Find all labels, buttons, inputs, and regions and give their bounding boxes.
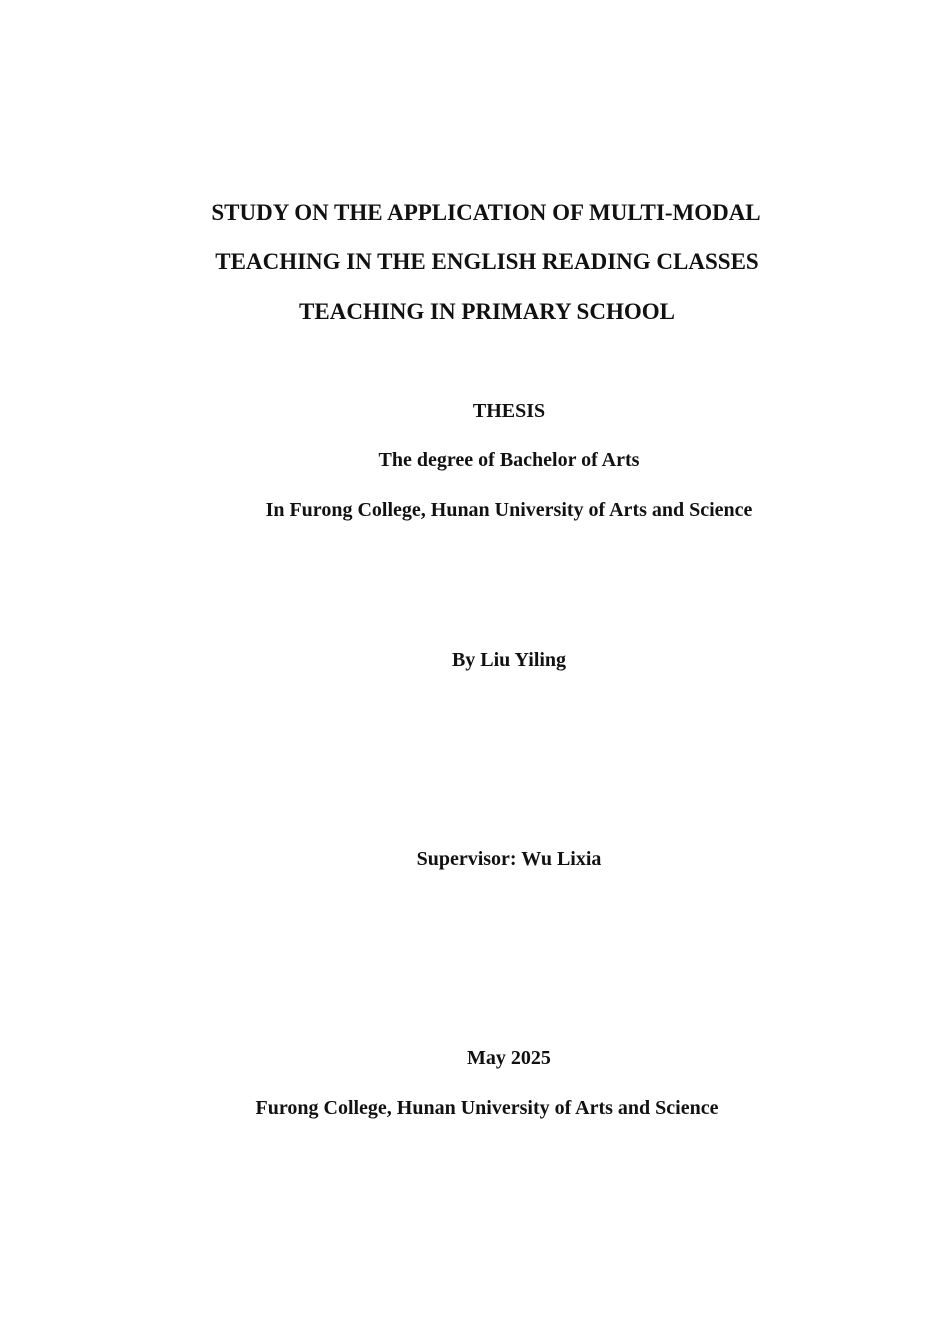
author-name: By Liu Yiling [451, 649, 567, 671]
submission-date: May 2025 [467, 1047, 551, 1069]
thesis-label: THESIS [472, 400, 546, 422]
supervisor-name: Supervisor: Wu Lixia [416, 848, 602, 870]
thesis-title-line-1: STUDY ON THE APPLICATION OF MULTI-MODAL [211, 200, 761, 225]
institution-text: In Furong College, Hunan University of Arts and Science [265, 499, 753, 521]
degree-text: The degree of Bachelor of Arts [378, 449, 640, 471]
thesis-title-line-3: TEACHING IN PRIMARY SCHOOL [299, 299, 675, 324]
footer-institution: Furong College, Hunan University of Arts and Science [255, 1097, 719, 1119]
thesis-title-line-2: TEACHING IN THE ENGLISH READING CLASSES [215, 249, 759, 274]
